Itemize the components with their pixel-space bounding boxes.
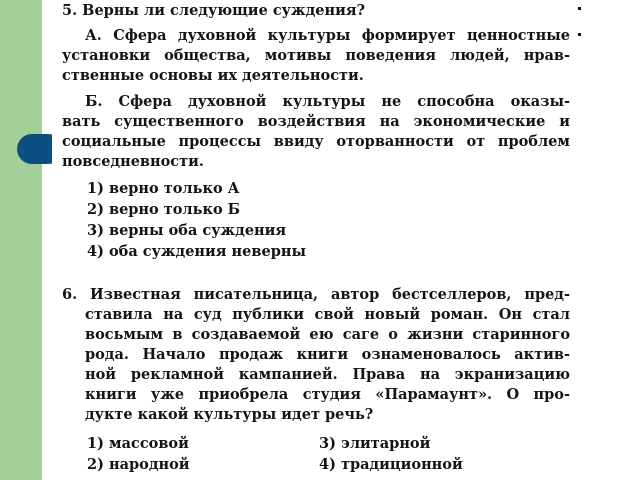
textbook-page: [52, 0, 574, 480]
q6-line-3: восьмым в создаваемой ею саге о жизни старинного: [85, 326, 570, 343]
q6-line-6: книги уже приобрела студия «Парамаунт». О про-: [85, 386, 570, 403]
q6-line-7: дукте какой культуры идет речь?: [85, 406, 374, 423]
q5-b-line-3: социальные процессы ввиду оторванности от проблем: [62, 133, 570, 150]
q6-line-2: ставила на суд публики свой новый роман. Он стал: [85, 306, 570, 323]
q5-a-line-1: А. Сфера духовной культуры формирует ценностные: [85, 27, 570, 44]
q5-option-4: 4) оба суждения неверны: [87, 243, 306, 260]
q6-option-3: 3) элитарной: [319, 435, 431, 452]
q6-line-1: 6. Известная писательница, автор бестселлеров, пред-: [62, 286, 570, 303]
q5-title: 5. Верны ли следующие суждения?: [62, 2, 366, 19]
q5-b-line-2: вать существенного воздействия на экономические и: [62, 113, 570, 130]
q5-option-1: 1) верно только А: [87, 180, 240, 197]
q6-option-4: 4) традиционной: [319, 456, 463, 473]
left-sidebar-stripe: [0, 0, 42, 480]
q6-option-1: 1) массовой: [87, 435, 189, 452]
q6-option-2: 2) народной: [87, 456, 190, 473]
q5-b-line-4: повседневности.: [62, 153, 204, 170]
q5-a-line-2: установки общества, мотивы поведения людей, нрав-: [62, 47, 570, 64]
q6-line-5: ной рекламной кампанией. Права на экранизацию: [85, 366, 570, 383]
q5-option-3: 3) верны оба суждения: [87, 222, 287, 239]
speck-mark: [578, 7, 581, 10]
q5-b-line-1: Б. Сфера духовной культуры не способна оказы-: [85, 93, 570, 110]
q6-line-4: рода. Начало продаж книги ознаменовалось актив-: [85, 346, 570, 363]
q5-option-2: 2) верно только Б: [87, 201, 241, 218]
q5-a-line-3: ственные основы их деятельности.: [62, 67, 364, 84]
speck-mark: [578, 33, 581, 36]
